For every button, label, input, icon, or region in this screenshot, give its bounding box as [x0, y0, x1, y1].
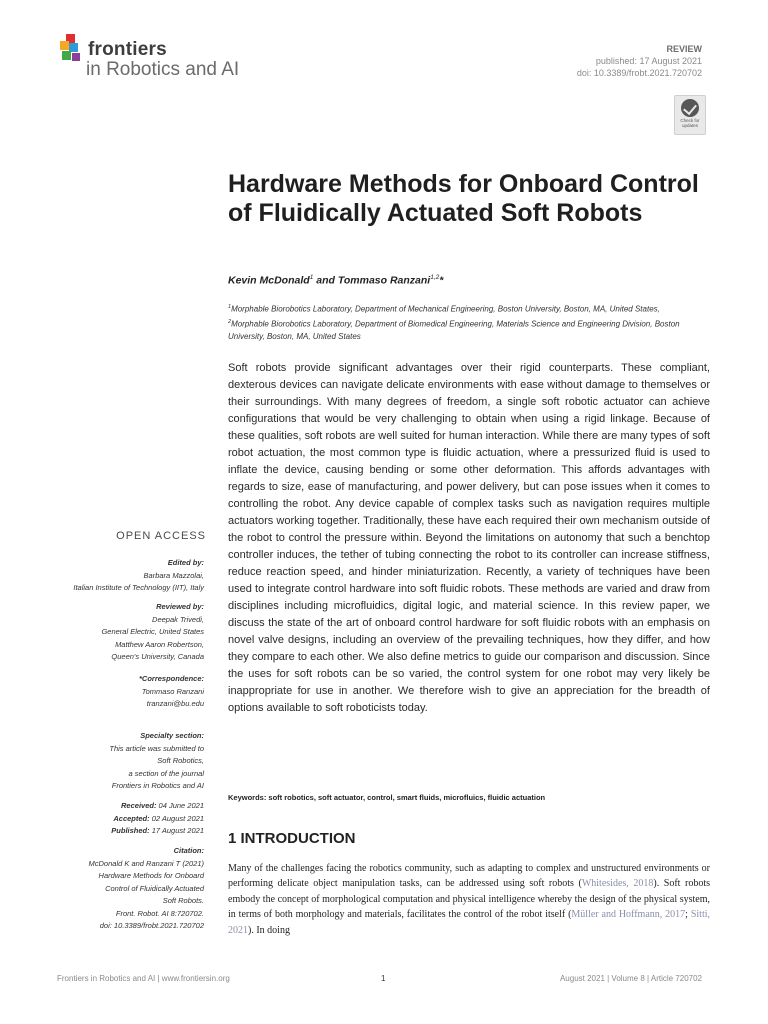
- accepted-date: [4, 813, 204, 826]
- page-number: 1: [381, 974, 386, 983]
- published-label: Published:: [111, 826, 150, 835]
- correspondence-email[interactable]: tranzani@bu.edu: [146, 699, 204, 708]
- citation-text: Control of Fluidically Actuated: [105, 883, 204, 893]
- article-meta: [577, 43, 702, 79]
- correspondence-label: *Correspondence:: [138, 674, 204, 683]
- author-name[interactable]: Kevin McDonald: [228, 274, 310, 287]
- body-text: Many of the challenges facing the robotics community, such as adapting to complex and unstructured environments or performing delicate object manipulation tasks, can be addressed using soft robots (: [228, 863, 710, 890]
- citation-block: [4, 845, 204, 933]
- affiliation: Morphable Biorobotics Laboratory, Department of Mechanical Engineering, Boston University, Boston, MA, United States,: [231, 304, 660, 314]
- citation-link[interactable]: Whitesides, 2018: [581, 878, 654, 890]
- affiliations: [228, 301, 713, 344]
- check-icon: [681, 99, 699, 117]
- author-affil-ref: 1,2: [430, 274, 440, 281]
- correspondence-block: [4, 673, 204, 711]
- published-date: published: 17 August 2021: [595, 56, 702, 66]
- specialty-text: Frontiers in Robotics and AI: [111, 781, 204, 790]
- author-list: [228, 274, 443, 287]
- citation-link[interactable]: Sitti, 2021: [228, 909, 711, 936]
- received-label: Received:: [121, 801, 157, 810]
- abstract: Soft robots provide significant advantages over their rigid counterparts. These compliant, dexterous devices can navigate delicate environments with ease without damage to themselves or their surroundings. With many degrees of freedom, a single soft robotic actuator can achieve configurations that would be very challenging to obtain when using a rigid linkage. Because of these qualities, soft robots are well suited for human interaction. While there are many types of soft robot actuation, the most common type is fluidic actuation, where a pressurized fluid is used to inflate the device, causing bending or some other deformation. This affords advantages with regards to size, ease of manufacturing, and power delivery, but can pose issues when it comes to controlling the robot. Any device capable of complex tasks such as navigation requires multiple actuators working together. Traditionally, these have each required their own mechanism outside of the robot to control the pressure within. Beyond the limitations on autonomy that such a benchtop controller induces, the tether of tubing connecting the robot to its controller can increase stiffness, reduce reaction speed, and hinder miniaturization. Recently, a variety of techniques have been used to integrate control hardware into soft fluidic robots. These methods are varied and draw from disciplines including microfluidics, digital logic, and material science. In this review paper, we discuss the state of the art of onboard control hardware for soft fluidic robots with an emphasis on novel valve designs, including an overview of the prevailing techniques, how they differ, and how they compare to each other. We also define metrics to guide our comparison and discussion. Since the uses for soft robots can be so varied, the control system for one robot may very likely be inappropriate for use in another. We therefore wish to give an appreciation for the breadth of options available to soft roboticists today.: [228, 362, 710, 714]
- reviewer-affiliation: Queen's University, Canada: [111, 652, 204, 661]
- frontiers-logo-icon: [57, 34, 85, 64]
- check-for-updates-label: Check for updates: [680, 118, 700, 128]
- citation-label: Citation:: [173, 846, 204, 855]
- footer-journal-link[interactable]: Frontiers in Robotics and AI | www.frontiersin.org: [57, 974, 230, 983]
- reviewer-name: Deepak Trivedi,: [152, 614, 204, 624]
- reviewer-name: Matthew Aaron Robertson,: [115, 639, 204, 649]
- article-type: REVIEW: [666, 44, 702, 54]
- specialty-text: Soft Robotics,: [157, 756, 204, 765]
- reviewed-by-block: [4, 601, 204, 664]
- specialty-section-block: [4, 730, 204, 793]
- body-text: ). Soft robots embody the concept of morphological computation and physical intelligence whereby the design of the physical system, in terms of both morphology and materials, facilitates the control of the robot itself (: [228, 878, 711, 921]
- citation-text: Hardware Methods for Onboard: [98, 871, 204, 880]
- affil-ref: 2: [228, 319, 232, 326]
- edited-by-block: [4, 557, 204, 595]
- affiliation: Morphable Biorobotics Laboratory, Department of Biomedical Engineering, Materials Science and Engineering Division, Boston University, Boston, MA, United States: [228, 319, 680, 342]
- specialty-text: a section of the journal: [128, 768, 204, 778]
- citation-text: Soft Robots.: [162, 896, 204, 905]
- published-date-side: [4, 825, 204, 838]
- received-date: [4, 800, 204, 813]
- check-for-updates-button[interactable]: [674, 95, 706, 135]
- specialty-label: Specialty section:: [140, 731, 204, 740]
- citation-link[interactable]: Müller and Hoffmann, 2017: [571, 909, 686, 921]
- editor-name: Barbara Mazzolai,: [143, 570, 204, 580]
- edited-by-label: Edited by:: [167, 558, 204, 567]
- article-title: Hardware Methods for Onboard Control of Fluidically Actuated Soft Robots: [228, 170, 699, 227]
- received-value: 04 June 2021: [156, 801, 204, 810]
- citation-text: Front. Robot. AI 8:720702.: [115, 908, 204, 918]
- article-doi[interactable]: doi: 10.3389/frobt.2021.720702: [576, 68, 702, 78]
- keywords: Keywords: soft robotics, soft actuator, control, smart fluids, microfluics, fluidic actuation: [228, 793, 546, 802]
- published-value: 17 August 2021: [149, 826, 204, 835]
- author-affil-ref: 1: [309, 274, 314, 281]
- intro-paragraph: [228, 861, 710, 938]
- citation-text: McDonald K and Ranzani T (2021): [88, 858, 204, 868]
- author-name[interactable]: Tommaso Ranzani: [337, 274, 431, 287]
- footer-issue-info: August 2021 | Volume 8 | Article 720702: [559, 974, 702, 983]
- citation-doi[interactable]: doi: 10.3389/frobt.2021.720702: [99, 921, 204, 930]
- body-text: ;: [685, 909, 691, 921]
- author-separator: and: [313, 274, 338, 287]
- open-access-label: OPEN ACCESS: [116, 530, 206, 542]
- journal-name: in Robotics and AI: [86, 59, 240, 80]
- specialty-text: This article was submitted to: [109, 743, 204, 753]
- correspondence-name: Tommaso Ranzani: [141, 686, 204, 696]
- accepted-value: 02 August 2021: [149, 813, 204, 823]
- accepted-label: Accepted:: [113, 813, 150, 823]
- dates-block: [4, 800, 204, 838]
- affil-ref: 1: [228, 304, 232, 310]
- reviewer-affiliation: General Electric, United States: [101, 627, 204, 636]
- reviewed-by-label: Reviewed by:: [156, 602, 204, 611]
- corresponding-mark: *: [439, 274, 444, 287]
- brand-name: frontiers: [88, 39, 167, 60]
- section-heading: 1 INTRODUCTION: [228, 830, 356, 847]
- editor-affiliation: Italian Institute of Technology (IIT), Italy: [73, 583, 204, 592]
- body-text: ). In doing: [248, 924, 290, 936]
